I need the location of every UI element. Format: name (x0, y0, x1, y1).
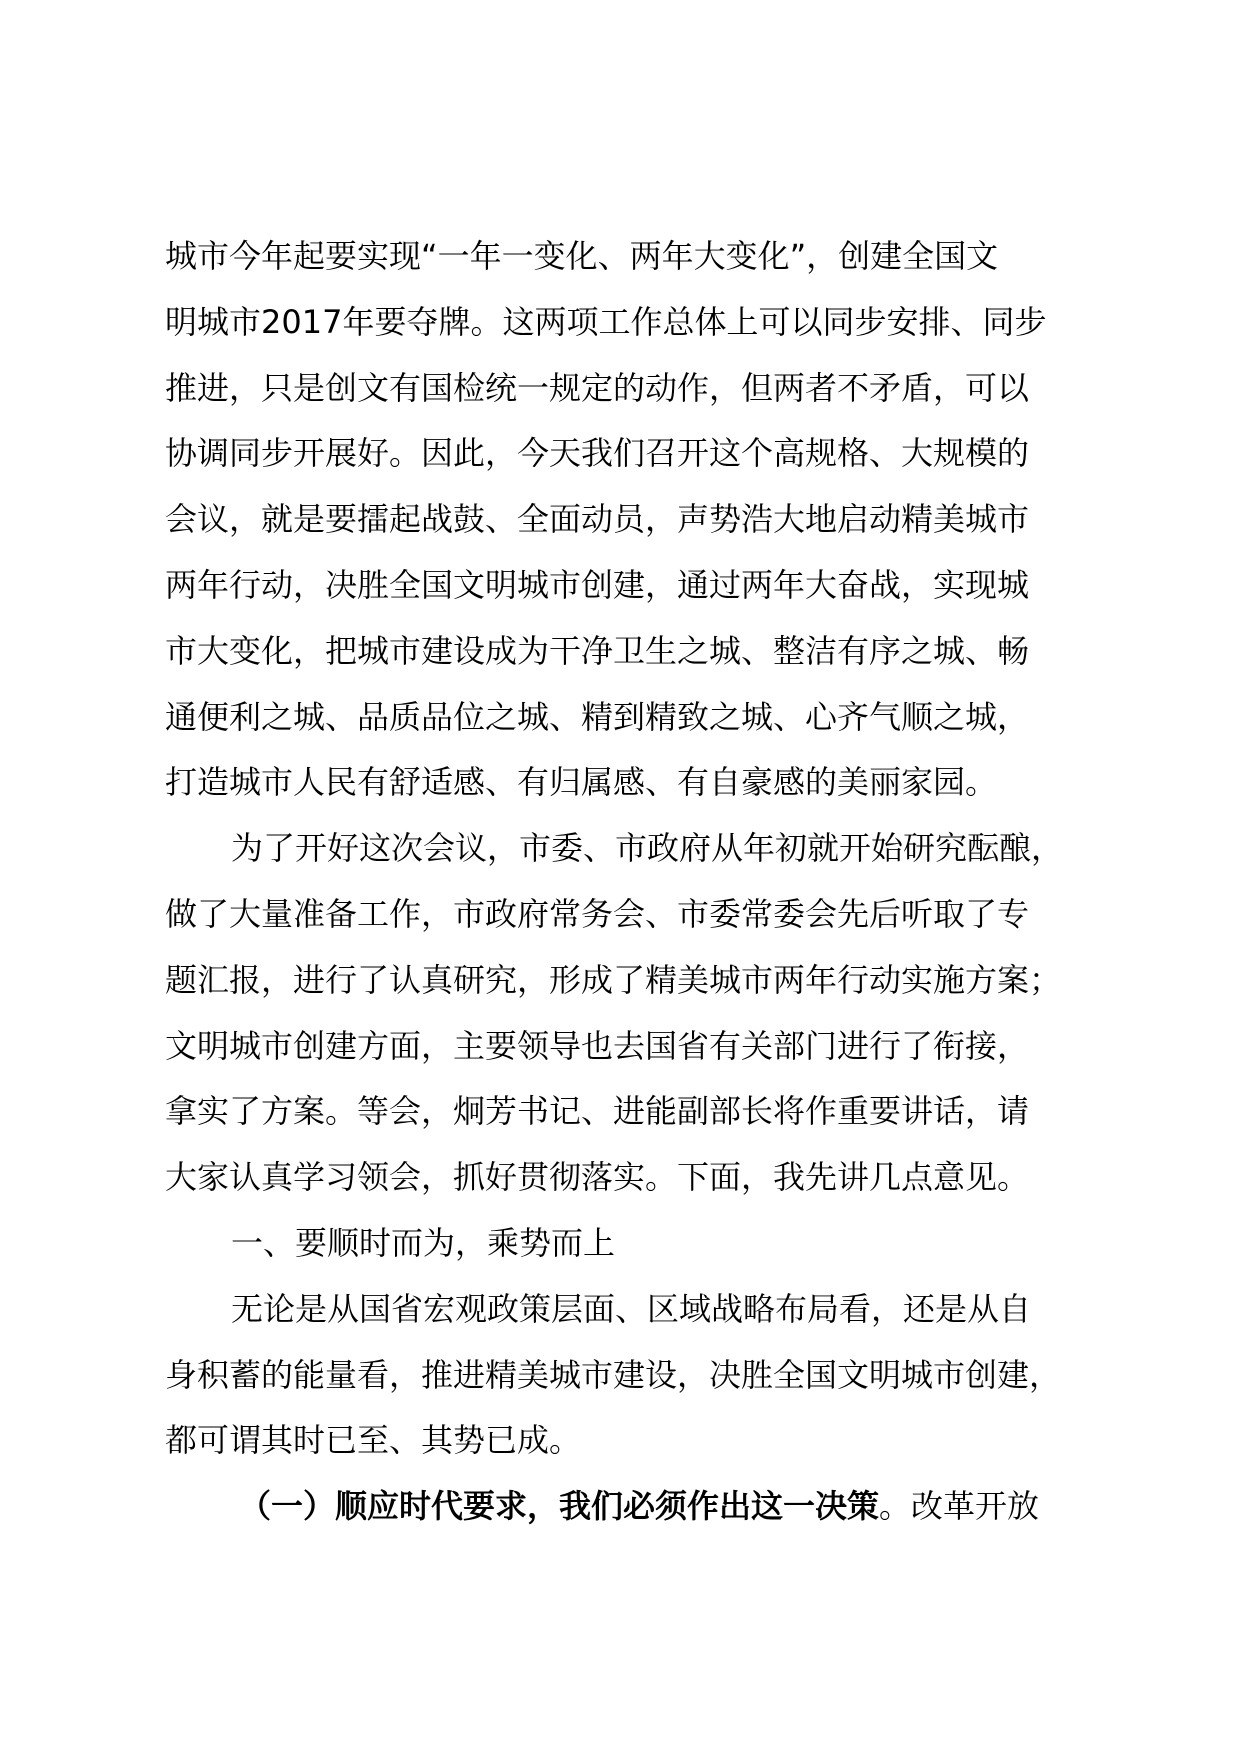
text-line: 文明城市创建方面，主要领导也去国省有关部门进行了衔接， (165, 1026, 1030, 1065)
text-line: 都可谓其时已至、其势已成。 (165, 1421, 582, 1460)
paragraph-start-line: 为了开好这次会议，市委、市政府从年初就开始研究酝酿， (231, 829, 1064, 868)
text-line: 协调同步开展好。因此，今天我们召开这个高规格、大规模的 (165, 434, 1030, 473)
text-line: 做了大量准备工作，市政府常务会、市委常委会先后听取了专 (165, 894, 1030, 933)
document-body (165, 224, 1125, 1540)
subsection-text: 。改革开放 (879, 1487, 1040, 1526)
subsection-line (165, 1474, 1125, 1540)
text-line: 会议，就是要擂起战鼓、全面动员，声势浩大地启动精美城市 (165, 500, 1030, 539)
text-line: 大家认真学习领会，抓好贯彻落实。下面，我先讲几点意见。 (165, 1158, 1030, 1197)
text-line: 拿实了方案。等会，炯芳书记、进能副部长将作重要讲话，请 (165, 1092, 1030, 1131)
text-line: 身积蓄的能量看，推进精美城市建设，决胜全国文明城市创建， (165, 1355, 1062, 1394)
text-line: 城市今年起要实现“一年一变化、两年大变化”，创建全国文 (165, 237, 999, 275)
text-line: 通便利之城、品质品位之城、精到精致之城、心齐气顺之城， (165, 697, 1030, 736)
section-heading: 一、要顺时而为，乘势而上 (231, 1223, 616, 1262)
text-line: 市大变化，把城市建设成为干净卫生之城、整洁有序之城、畅 (165, 631, 1030, 670)
text-line: 推进，只是创文有国检统一规定的动作，但两者不矛盾，可以 (165, 368, 1030, 407)
text-line: 明城市2017年要夺牌。这两项工作总体上可以同步安排、同步 (165, 302, 1047, 341)
text-line: 打造城市人民有舒适感、有归属感、有自豪感的美丽家园。 (165, 763, 998, 802)
text-line: 两年行动，决胜全国文明城市创建，通过两年大奋战，实现城 (165, 565, 1030, 604)
subsection-heading: （一）顺应时代要求，我们必须作出这一决策 (239, 1487, 880, 1526)
text-line: 题汇报，进行了认真研究，形成了精美城市两年行动实施方案； (165, 960, 1062, 999)
paragraph-start-line: 无论是从国省宏观政策层面、区域战略布局看，还是从自 (231, 1289, 1032, 1328)
